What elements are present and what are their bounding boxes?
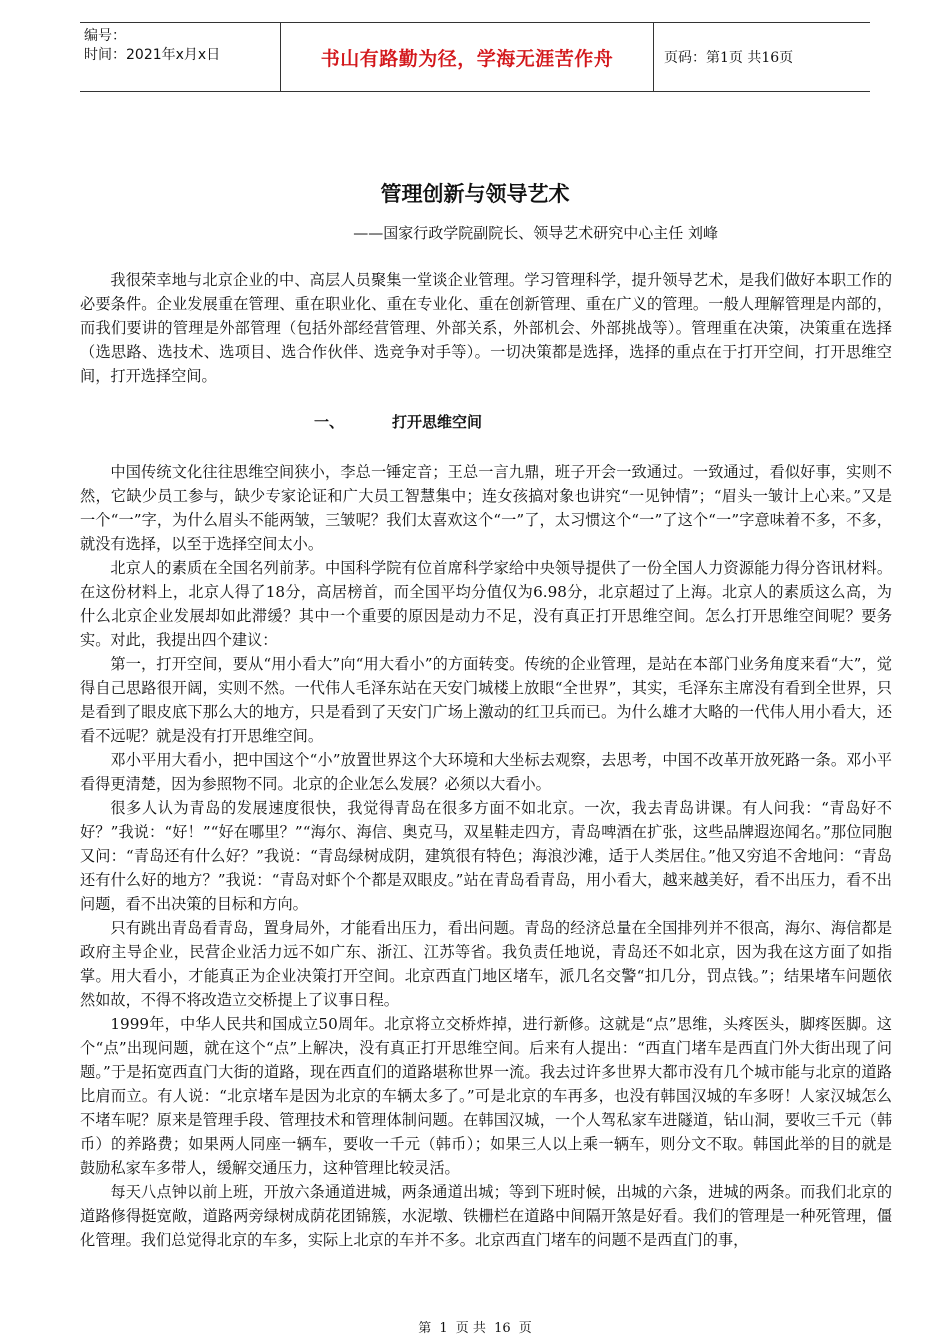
- footer-current-page: 1: [439, 1321, 448, 1336]
- body-paragraph: 邓小平用大看小，把中国这个“小”放置世界这个大环境和大坐标去观察，去思考，中国不改革开放死路一条。邓小平看得更清楚，因为参照物不同。北京的企业怎么发展？必须以大看小。: [80, 751, 892, 793]
- body-paragraph: 每天八点钟以前上班，开放六条通道进城，两条通道出城；等到下班时候，出城的六条，进城的两条。而我们北京的道路修得挺宽敞，道路两旁绿树成荫花团锦簇，水泥墩、铁栅栏在道路中间隔开煞是好看。我们的管理是一种死管理，僵化管理。我们总觉得北京的车多，实际上北京的车并不多。北京西直门堵车的问题不是西直门的事，: [80, 1183, 892, 1249]
- header-meta: [80, 23, 280, 91]
- body-paragraph: 1999年，中华人民共和国成立50周年。北京将立交桥炸掉，进行新修。这就是“点”思维，头疼医头，脚疼医脚。这个“点”出现问题，就在这个“点”上解决，没有真正打开思维空间。后来有人提出：“西直门堵车是西直门外大街出现了问题。”于是拓宽西直门大街的道路，现在西直们的道路堪称世界一流。我去过许多世界大都市没有几个城市能与北京的道路比肩而立。有人说：“北京堵车是因为北京的车辆太多了。”可是北京的车再多，也没有韩国汉城的车多呀！人家汉城怎么不堵车呢？原来是管理手段、管理技术和管理体制问题。在韩国汉城，一个人驾私家车进隧道，钻山洞，要收三千元（韩币）的养路费；如果两人同座一辆车，要收一千元（韩币）；如果三人以上乘一辆车，则分文不取。韩国此举的目的就是鼓励私家车多带人，缓解交通压力，这种管理比较灵活。: [80, 1015, 892, 1177]
- document-body: [80, 268, 892, 1252]
- body-paragraph: 北京人的素质在全国名列前茅。中国科学院有位首席科学家给中央领导提供了一份全国人力资源能力得分咨讯材料。在这份材料上，北京人得了18分，高居榜首，而全国平均分值仅为6.98分，北京超过了上海。北京人的素质这么高，为什么北京企业发展却如此滞缓？其中一个重要的原因是动力不足，没有真正打开思维空间。怎么打开思维空间呢？要务实。对此，我提出四个建议：: [80, 559, 892, 649]
- footer-mid: 页 共: [455, 1321, 486, 1336]
- footer-total-pages: 16: [494, 1321, 511, 1336]
- header-page-info: 页码：第1页 共16页: [664, 50, 794, 66]
- document-number-label: 编号：: [84, 28, 126, 44]
- document-time-label: 时间：2021年x月x日: [84, 47, 221, 63]
- intro-paragraph: 我很荣幸地与北京企业的中、高层人员聚集一堂谈企业管理。学习管理科学，提升领导艺术，是我们做好本职工作的必要条件。企业发展重在管理、重在职业化、重在专业化、重在创新管理、重在广义的管理。一般人理解管理是内部的，而我们要讲的管理是外部管理（包括外部经营管理、外部关系，外部机会、外部挑战等）。管理重在决策，决策重在选择（选思路、选技术、选项目、选合作伙伴、选竞争对手等）。一切决策都是选择，选择的重点在于打开空间，打开思维空间，打开选择空间。: [80, 271, 892, 385]
- footer-suffix: 页: [518, 1321, 532, 1336]
- section-number: 一、: [314, 413, 345, 431]
- header-motto: 书山有路勤为径，学海无涯苦作舟: [280, 23, 654, 91]
- section-title: 打开思维空间: [392, 413, 483, 431]
- page-footer: [0, 1317, 950, 1336]
- document-subtitle: ——国家行政学院副院长、领导艺术研究中心主任 刘峰: [353, 224, 718, 242]
- page-header: [80, 22, 870, 92]
- section-heading: [80, 410, 892, 434]
- footer-prefix: 第: [418, 1321, 432, 1336]
- body-paragraph: 只有跳出青岛看青岛，置身局外，才能看出压力，看出问题。青岛的经济总量在全国排列并不很高，海尔、海信都是政府主导企业，民营企业活力远不如广东、浙江、江苏等省。我负责任地说，青岛还不如北京，因为我在这方面了如指掌。用大看小，才能真正为企业决策打开空间。北京西直门地区堵车，派几名交警“扣几分，罚点钱。”；结果堵车问题依然如故，不得不将改造立交桥提上了议事日程。: [80, 919, 892, 1009]
- body-paragraph: 第一，打开空间，要从“用小看大”向“用大看小”的方面转变。传统的企业管理，是站在本部门业务角度来看“大”，觉得自己思路很开阔，实则不然。一代伟人毛泽东站在天安门城楼上放眼“全世界”，其实，毛泽东主席没有看到全世界，只是看到了眼皮底下那么大的地方，只是看到了天安门广场上激动的红卫兵而已。为什么雄才大略的一代伟人用小看大，还看不远呢？就是没有打开思维空间。: [80, 655, 892, 745]
- body-paragraph: 中国传统文化往往思维空间狭小，李总一锤定音；王总一言九鼎，班子开会一致通过。一致通过，看似好事，实则不然，它缺少员工参与，缺少专家论证和广大员工智慧集中；连女孩搞对象也讲究“一见钟情”；“眉头一皱计上心来。”又是一个“一”字，为什么眉头不能两皱，三皱呢？我们太喜欢这个“一”了，太习惯这个“一”了这个“一”字意味着不多，不多，就没有选择，以至于选择空间太小。: [80, 463, 892, 553]
- body-paragraph: 很多人认为青岛的发展速度很快，我觉得青岛在很多方面不如北京。一次，我去青岛讲课。有人问我：“青岛好不好？”我说：“好！”“好在哪里？”“海尔、海信、奥克马，双星鞋走四方，青岛啤酒在扩张，这些品牌遐迩闻名。”那位同胞又问：“青岛还有什么好？”我说：“青岛绿树成阴，建筑很有特色；海浪沙滩，适于人类居住。”他又穷追不舍地问：“青岛还有什么好的地方？”我说：“青岛对虾个个都是双眼皮。”站在青岛看青岛，用小看大，越来越美好，看不出压力，看不出问题，看不出决策的目标和方向。: [80, 799, 892, 913]
- document-title: 管理创新与领导艺术: [380, 182, 570, 206]
